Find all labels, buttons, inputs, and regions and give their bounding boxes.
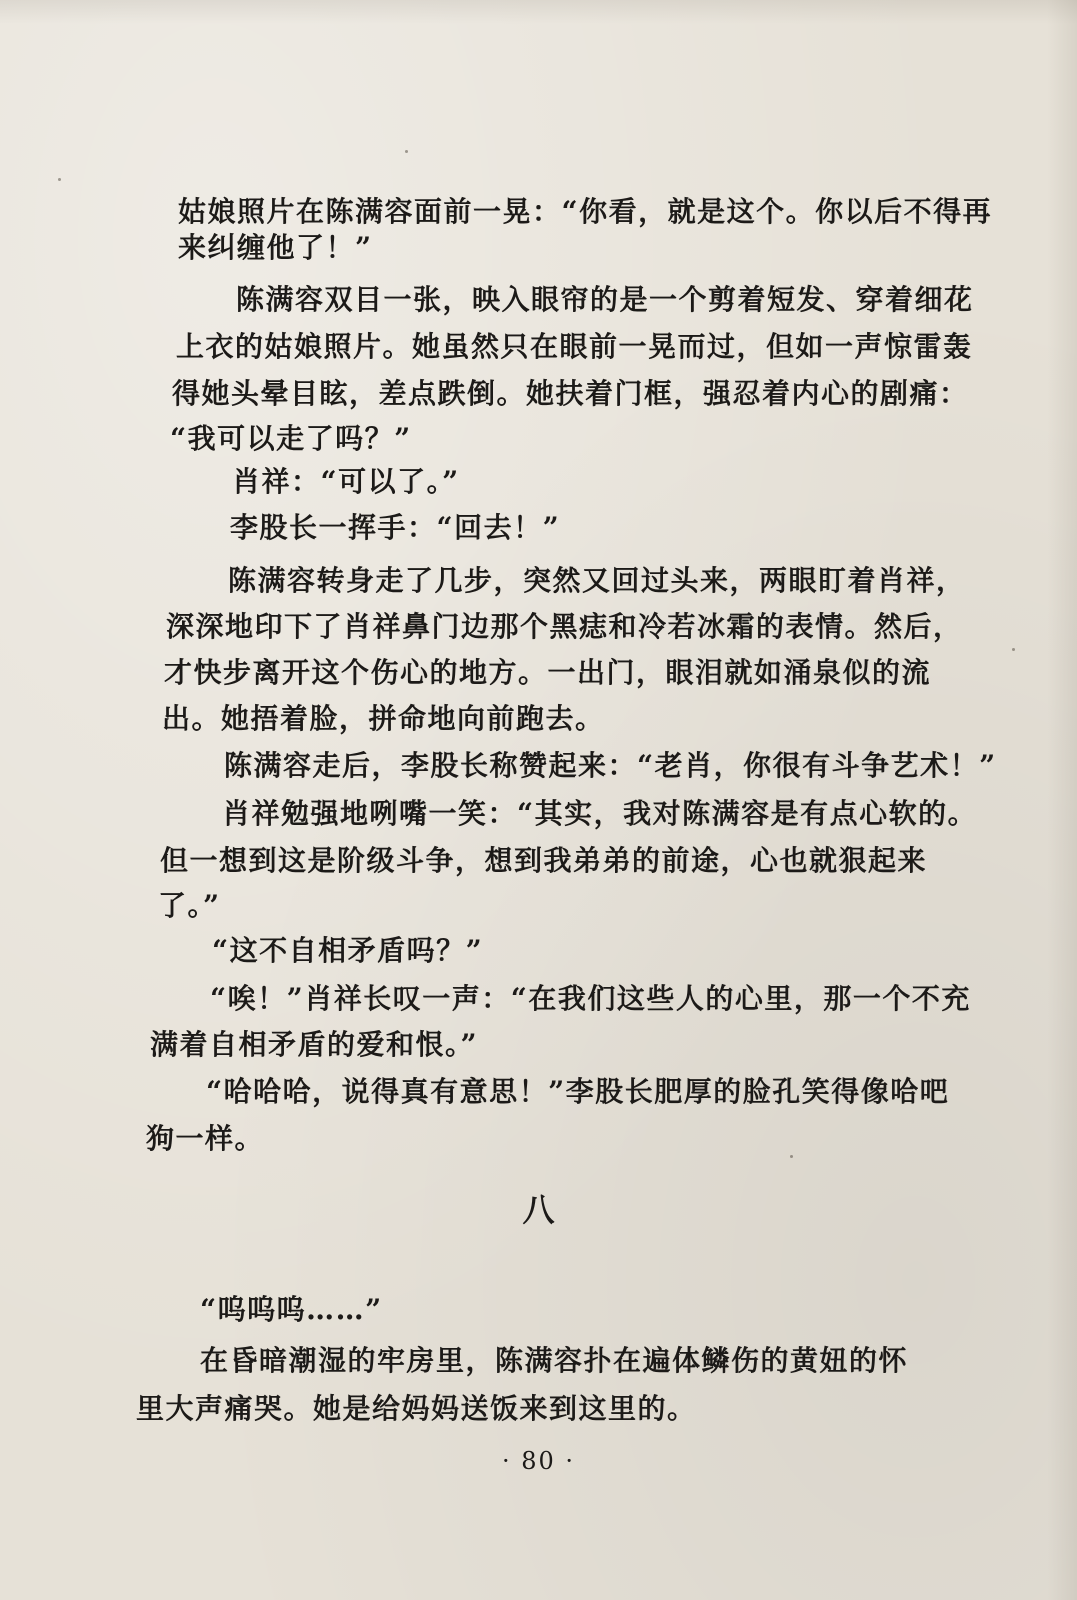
text-line: 在昏暗潮湿的牢房里，陈满容扑在遍体鳞伤的黄妞的怀 [200, 1344, 909, 1377]
text-line: 李股长一挥手：“回去！” [230, 511, 561, 544]
paper-speck [790, 1155, 793, 1158]
text-line: 深深地印下了肖祥鼻门边那个黑痣和冷若冰霜的表情。然后， [166, 610, 963, 643]
text-line: 肖祥：“可以了。” [232, 465, 460, 498]
page-number: · 80 · [501, 1447, 576, 1475]
text-line: “唉！”肖祥长叹一声：“在我们这些人的心里，那一个不充 [210, 982, 971, 1015]
paper-speck [1012, 648, 1015, 651]
text-line: 陈满容双目一张，映入眼帘的是一个剪着短发、穿着细花 [236, 283, 974, 316]
text-line: 但一想到这是阶级斗争，想到我弟弟的前途，心也就狠起来 [160, 844, 928, 877]
text-line: 肖祥勉强地咧嘴一笑：“其实，我对陈满容是有点心软的。 [222, 797, 978, 830]
text-line: 上衣的姑娘照片。她虽然只在眼前一晃而过，但如一声惊雷轰 [176, 330, 973, 363]
text-line: 陈满容走后，李股长称赞起来：“老肖，你很有斗争艺术！” [224, 749, 997, 782]
text-line: 狗一样。 [146, 1122, 265, 1155]
text-line: 姑娘照片在陈满容面前一晃：“你看，就是这个。你以后不得再 [178, 195, 993, 228]
page-edge-shadow [0, 0, 1077, 24]
text-line: 得她头晕目眩，差点跌倒。她扶着门框，强忍着内心的剧痛： [172, 377, 969, 410]
paper-speck [58, 178, 61, 181]
text-line: 才快步离开这个伤心的地方。一出门，眼泪就如涌泉似的流 [164, 656, 932, 689]
text-line: 陈满容转身走了几步，突然又回过头来，两眼盯着肖祥， [228, 564, 966, 597]
page-edge-shadow [1047, 0, 1077, 1600]
text-line: 里大声痛哭。她是给妈妈送饭来到这里的。 [136, 1392, 697, 1425]
section-heading: 八 [522, 1191, 555, 1229]
text-line: “我可以走了吗？” [170, 422, 412, 455]
text-line: 了。” [158, 889, 221, 922]
text-line: “呜呜呜……” [200, 1293, 383, 1326]
text-line: 出。她捂着脸，拼命地向前跑去。 [162, 702, 605, 735]
text-line: 满着自相矛盾的爱和恨。” [150, 1028, 479, 1061]
paper-speck [405, 150, 408, 153]
text-line: “哈哈哈，说得真有意思！”李股长肥厚的脸孔笑得像哈吧 [206, 1075, 950, 1108]
text-line: “这不自相矛盾吗？” [212, 934, 484, 967]
text-line: 来纠缠他了！” [178, 231, 373, 264]
